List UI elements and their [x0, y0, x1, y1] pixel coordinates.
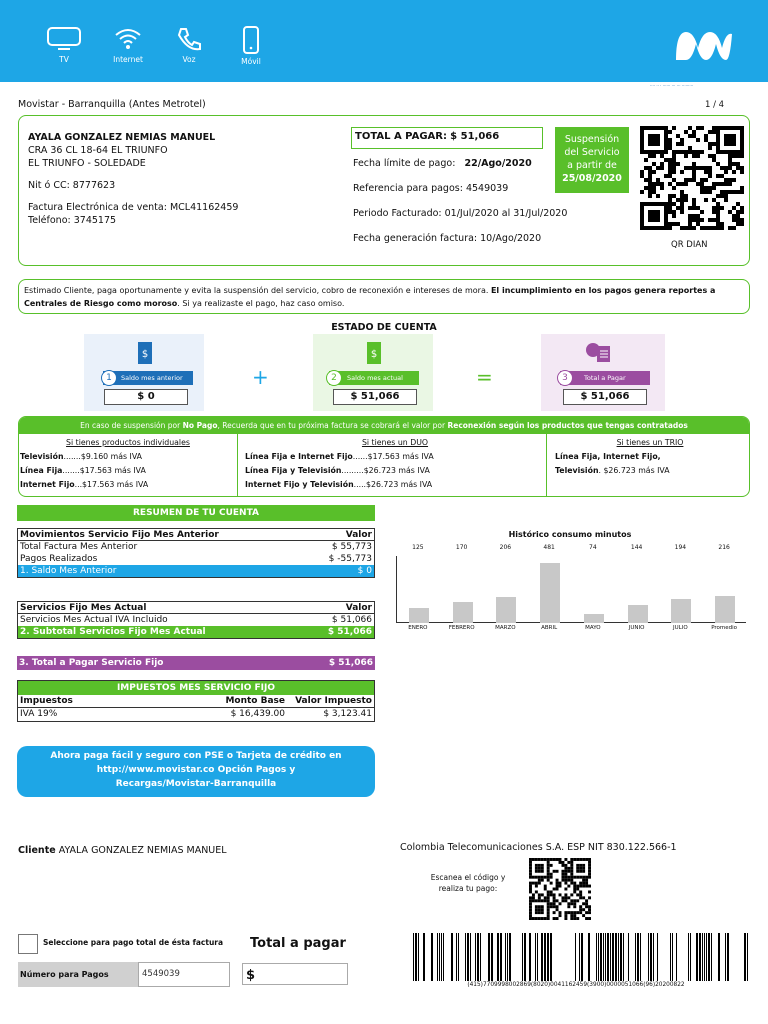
payment-ref: Referencia para pagos: 4549039: [353, 183, 509, 194]
footer-company: Colombia Telecomunicaciones S.A. ESP NIT 830.122.566-1: [400, 842, 677, 853]
prev-r1-value: $ 55,773: [331, 542, 372, 552]
resumen-title: RESUMEN DE TU CUENTA: [17, 505, 375, 521]
prev-r2-label: Pagos Realizados: [20, 554, 98, 564]
total-pagar-label: Total a pagar: [250, 936, 346, 951]
svg-text:$: $: [141, 349, 149, 360]
movil-label: Móvil: [241, 57, 261, 66]
chart-bar: [540, 563, 560, 623]
customer-info: [28, 131, 238, 227]
chart-title: Histórico consumo minutos: [508, 530, 632, 539]
estado-label-3: Total a Pagar: [560, 371, 650, 385]
curr-sum-value: $ 51,066: [327, 627, 372, 637]
total-sf-value: $ 51,066: [328, 658, 373, 668]
col2-r3-t: .....$26.723 más IVA: [353, 480, 433, 489]
prev-r1-label: Total Factura Mes Anterior: [20, 542, 138, 552]
imp-h2: Monto Base: [225, 696, 285, 706]
estado-num-3: 3: [557, 370, 573, 386]
tv-icon: [46, 26, 82, 52]
notice-part1: Estimado Cliente, paga oportunamente y evita la suspensión del servicio, cobro de reconexión e intereses de mora.: [24, 286, 491, 295]
total-servicio-fijo: [17, 656, 375, 670]
banner-d: Reconexión según los productos que tengas contratados: [447, 421, 688, 430]
prev-r2-value: $ -55,773: [328, 554, 372, 564]
plus-sign: +: [252, 365, 269, 389]
cliente-label: Cliente: [18, 845, 56, 856]
total-box: [351, 127, 543, 149]
chart-bar: [671, 599, 691, 623]
wifi-icon-group: [104, 26, 152, 64]
curr-r1-label: Servicios Mes Actual IVA Incluido: [20, 615, 168, 625]
chart-category-label: Promedio: [711, 625, 738, 631]
reconexion-banner: [19, 417, 749, 434]
invoice-icon-blue: [137, 341, 155, 365]
chart-bar: [715, 596, 735, 623]
customer-phone: Teléfono: 3745175: [28, 215, 117, 226]
divider-2: [546, 434, 547, 496]
tv-label: TV: [59, 55, 69, 64]
suspension-l2: del Servicio: [564, 147, 620, 158]
voz-label: Voz: [182, 55, 196, 64]
page-number: 1 / 4: [705, 100, 725, 110]
estado-value-2: $ 51,066: [333, 389, 417, 405]
company-name: Movistar - Barranquilla (Antes Metrotel): [18, 99, 206, 110]
col3-r1-b: Línea Fija, Internet Fijo,: [555, 452, 661, 461]
chart-category-label: MARZO: [495, 625, 516, 631]
imp-h1: Impuestos: [20, 696, 73, 706]
col2-r1-b: Línea Fija e Internet Fijo: [245, 452, 353, 461]
pse-banner[interactable]: Ahora paga fácil y seguro con PSE o Tarjeta de crédito en http://www.movistar.co Opción Pagos y Recargas/Movistar-Barranquilla: [17, 746, 375, 797]
checkbox-label: Seleccione para pago total de ésta factura: [43, 938, 224, 947]
estado-value-1: $ 0: [104, 389, 188, 405]
customer-invoice: Factura Electrónica de venta: MCL41162459: [28, 202, 239, 213]
col2-r2-t: .........$26.723 más IVA: [341, 466, 430, 475]
invoice-icon-green: [366, 341, 384, 365]
col3-r2-b: Televisión: [555, 466, 599, 475]
chart-value-label: 481: [543, 544, 555, 551]
cliente-name: AYALA GONZALEZ NEMIAS MANUEL: [58, 845, 227, 856]
total-pagar-field[interactable]: [242, 963, 348, 985]
chart-value-label: 125: [412, 544, 424, 551]
phone-icon-group: [165, 26, 213, 64]
chart-area: [396, 556, 746, 623]
prev-month-table: [17, 528, 375, 578]
svg-text:$: $: [370, 349, 378, 360]
estado-value-3: $ 51,066: [563, 389, 647, 405]
chart-value-label: 216: [718, 544, 730, 551]
due-row: [353, 158, 532, 169]
estado-num-2: 2: [326, 370, 342, 386]
chart-category-label: ENERO: [408, 625, 428, 631]
chart-bar: [584, 614, 604, 623]
suspension-l3: a partir de: [567, 160, 617, 171]
banner-b: No Pago: [182, 421, 218, 430]
banner-a: En caso de suspensión por: [80, 421, 183, 430]
col1-r3-b: Internet Fijo: [20, 480, 75, 489]
col1-r1-t: .......$9.160 más IVA: [63, 452, 143, 461]
scan-text: Escanea el código y realiza tu pago:: [430, 873, 506, 893]
imp-h3: Valor Impuesto: [295, 696, 372, 706]
chart-bar: [628, 605, 648, 623]
total-payment-checkbox[interactable]: [18, 934, 38, 954]
total-value: $ 51,066: [450, 131, 500, 142]
estado-title: ESTADO DE CUENTA: [331, 322, 437, 333]
curr-month-table: [17, 601, 375, 639]
qr-label: QR DIAN: [671, 240, 708, 250]
customer-nit: Nit ó CC: 8777623: [28, 180, 116, 191]
col2-r3-b: Internet Fijo y Televisión: [245, 480, 354, 489]
imp-r1: IVA 19%: [20, 709, 58, 719]
col3-title: Si tienes un TRIO: [616, 438, 684, 447]
estado-label-2: Saldo mes actual: [329, 371, 419, 385]
col2-title: Si tienes un DUO: [361, 438, 429, 447]
col1-r2-t: .......$17.563 más IVA: [62, 466, 146, 475]
tiny-print: ···· ·· · ······ ··· ··· ·········: [650, 83, 694, 88]
col1-r3-t: ...$17.563 más IVA: [74, 480, 149, 489]
chart-value-label: 74: [589, 544, 597, 551]
prev-sum-value: $ 0: [357, 566, 372, 576]
reconexion-col-2: [245, 436, 545, 492]
chart-value-label: 170: [455, 544, 468, 551]
bill-icon-purple: [584, 342, 612, 364]
chart-category-label: MAYO: [585, 625, 601, 631]
customer-address2: EL TRIUNFO - SOLEDADE: [28, 158, 146, 169]
chart-value-label: 144: [630, 544, 643, 551]
curr-h2: Valor: [345, 603, 372, 613]
col2-r2-b: Línea Fija y Televisión: [245, 466, 342, 475]
col1-r2-b: Línea Fija: [20, 466, 63, 475]
wifi-icon: [113, 26, 143, 52]
movistar-logo: [670, 26, 736, 66]
suspension-l4: 25/08/2020: [562, 173, 622, 184]
chart-bar: [496, 597, 516, 623]
generation-date: Fecha generación factura: 10/Ago/2020: [353, 233, 542, 244]
dian-qr-code: [640, 125, 744, 235]
dollar-sign: $: [246, 968, 256, 983]
numero-pagos-label: Número para Pagos: [18, 962, 138, 987]
curr-sum-label: 2. Subtotal Servicios Fijo Mes Actual: [20, 627, 206, 637]
curr-r1-value: $ 51,066: [331, 615, 372, 625]
imp-r3: $ 3,123.41: [323, 709, 372, 719]
estado-label-1: Saldo mes anterior: [103, 371, 193, 385]
payment-qr-code[interactable]: [529, 858, 591, 920]
total-sf-label: 3. Total a Pagar Servicio Fijo: [19, 658, 164, 668]
due-label: Fecha límite de pago:: [353, 158, 456, 169]
phone-icon: [176, 26, 202, 52]
chart-bar: [409, 608, 429, 624]
curr-h1: Servicios Fijo Mes Actual: [20, 603, 147, 613]
banner-c: , Recuerda que en tu próxima factura se cobrará el valor por: [217, 421, 448, 430]
due-value: 22/Ago/2020: [464, 158, 532, 169]
notice-bold: El incumplimiento en los pagos genera reportes a Centrales de Riesgo como moroso: [24, 286, 716, 308]
impuestos-table: [17, 680, 375, 722]
mobile-icon-group: [227, 26, 275, 66]
numero-pagos-value: 4549039: [138, 962, 230, 987]
tv-icon-group: [40, 26, 88, 64]
customer-name: AYALA GONZALEZ NEMIAS MANUEL: [28, 132, 216, 143]
suspension-l1: Suspensión: [564, 134, 620, 145]
reconexion-col-1: [20, 436, 236, 492]
notice-part2: . Si ya realizaste el pago, haz caso omiso.: [177, 299, 345, 308]
impuestos-title: IMPUESTOS MES SERVICIO FIJO: [18, 681, 374, 695]
prev-h2: Valor: [345, 530, 372, 540]
chart-category-label: ABRIL: [541, 625, 558, 631]
customer-address1: CRA 36 CL 18-64 EL TRIUNFO: [28, 145, 168, 156]
imp-r2: $ 16,439.00: [230, 709, 285, 719]
billing-period: Periodo Facturado: 01/Jul/2020 al 31/Jul/2020: [353, 208, 568, 219]
chart-category-label: JUNIO: [628, 625, 645, 631]
col1-title: Si tienes productos individuales: [66, 438, 190, 447]
col3-r2-t: . $26.723 más IVA: [598, 466, 670, 475]
col2-r1-t: ......$17.563 más IVA: [352, 452, 434, 461]
suspension-badge: [555, 127, 629, 193]
mobile-icon: [241, 26, 261, 54]
equals-sign: =: [476, 365, 493, 389]
total-label: TOTAL A PAGAR:: [355, 131, 447, 142]
chart-category-label: JULIO: [673, 625, 688, 631]
header-banner: [0, 0, 768, 82]
estado-num-1: 1: [101, 370, 117, 386]
barcode-text: (415)7709998002869(8020)0041162459(3900)0000051066(96)20200822: [467, 982, 685, 988]
internet-label: Internet: [113, 55, 143, 64]
notice-box: [18, 279, 750, 314]
payment-barcode: [402, 933, 750, 981]
prev-sum-label: 1. Saldo Mes Anterior: [20, 566, 117, 576]
footer-cliente: [18, 845, 227, 856]
chart-value-label: 206: [499, 544, 512, 551]
reconexion-col-3: [555, 436, 745, 478]
chart-value-label: 194: [674, 544, 687, 551]
chart-category-label: FEBRERO: [448, 625, 475, 631]
chart-bar: [453, 602, 473, 623]
prev-h1: Movimientos Servicio Fijo Mes Anterior: [20, 530, 219, 540]
divider-1: [237, 434, 238, 496]
col1-r1-b: Televisión: [20, 452, 64, 461]
